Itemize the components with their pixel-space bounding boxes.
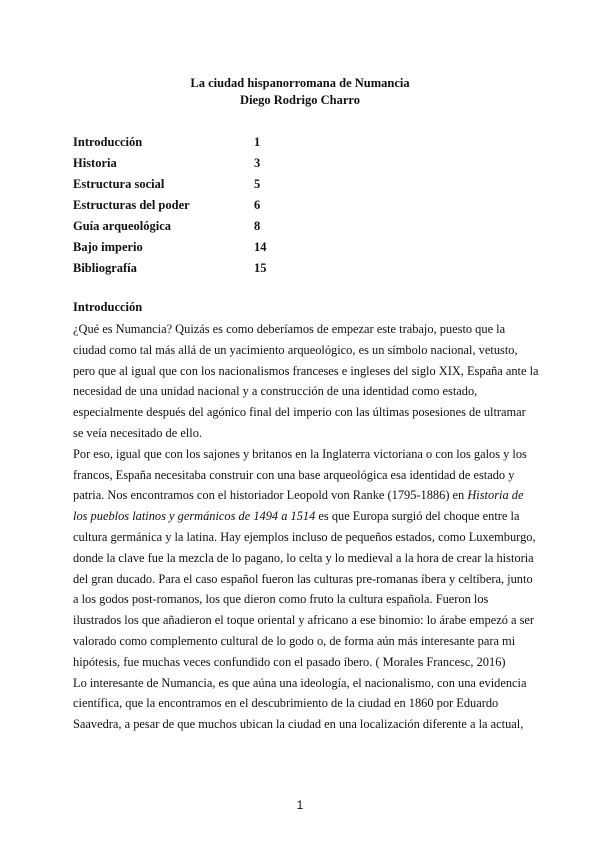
body-text bbox=[73, 319, 539, 735]
toc-page: 6 bbox=[254, 198, 261, 212]
toc-page: 15 bbox=[254, 261, 267, 275]
toc-label: Bajo imperio bbox=[73, 240, 143, 254]
toc-page: 3 bbox=[254, 156, 261, 170]
text-line bbox=[73, 488, 523, 502]
toc-entry bbox=[73, 219, 373, 240]
text-line bbox=[73, 509, 519, 523]
text-line: valorado como complemento cultural de lo godo o, de forma aún más interesante para mi bbox=[73, 633, 516, 648]
toc-label: Estructura social bbox=[73, 177, 165, 191]
table-of-contents bbox=[73, 135, 373, 282]
toc-entry bbox=[73, 177, 373, 198]
text-line: donde la clave fue la mezcla de lo pagano, lo celta y lo medieval a la hora de crear la historia bbox=[73, 550, 534, 565]
section-heading: Introducción bbox=[73, 300, 143, 314]
book-title-italic: Historia de bbox=[467, 488, 524, 503]
title-block bbox=[0, 75, 600, 109]
text-line: cultura germánica y la latina. Hay ejemplos incluso de pequeños estados, como Luxemburgo, bbox=[73, 529, 536, 544]
toc-page: 5 bbox=[254, 177, 261, 191]
text-line: se veía necesitado de ello. bbox=[73, 425, 203, 440]
text-line: ilustrados los que añadieron el toque oriental y africano a ese binomio: lo árabe empezó a ser bbox=[73, 613, 535, 628]
toc-label: Estructuras del poder bbox=[73, 198, 190, 212]
toc-label: Bibliografía bbox=[73, 261, 137, 275]
document-title: La ciudad hispanorromana de Numancia bbox=[190, 76, 410, 90]
text-line: especialmente después del agónico final del imperio con las últimas posesiones de ultramar bbox=[73, 405, 526, 420]
text-line: Por eso, igual que con los sajones y britanos en la Inglaterra victoriana o con los galos y los bbox=[73, 446, 527, 461]
text-line: hipótesis, fue muchas veces confundido con el pasado íbero. ( Morales Francesc, 2016) bbox=[73, 654, 506, 669]
paragraph bbox=[73, 673, 533, 735]
toc-label: Historia bbox=[73, 156, 117, 170]
text-run: es que Europa surgió del choque entre la bbox=[315, 509, 520, 524]
book-title-italic: los pueblos latinos y germánicos de 1494 a 1514 bbox=[73, 509, 316, 524]
toc-label: Guía arqueológica bbox=[73, 219, 172, 233]
text-line: francos, España necesitaba construir con una base arqueológica esa identidad de estado y bbox=[73, 467, 515, 482]
paragraph bbox=[73, 319, 539, 444]
page-number: 1 bbox=[296, 798, 304, 812]
toc-entry bbox=[73, 156, 373, 177]
document-author: Diego Rodrigo Charro bbox=[240, 93, 360, 107]
toc-entry bbox=[73, 198, 373, 219]
text-line: ciudad como tal más allá de un yacimiento arqueológico, es un símbolo nacional, vetusto, bbox=[73, 342, 518, 357]
text-run: patria. Nos encontramos con el historiador Leopold von Ranke (1795-1886) en bbox=[73, 488, 468, 503]
text-line: ¿Qué es Numancia? Quizás es como deberíamos de empezar este trabajo, puesto que la bbox=[73, 322, 506, 336]
text-line: Lo interesante de Numancia, es que aúna una ideología, el nacionalismo, con una evidencia bbox=[73, 675, 527, 690]
toc-label: Introducción bbox=[73, 135, 143, 149]
toc-page: 1 bbox=[254, 135, 261, 149]
text-line: necesidad de una unidad nacional y a construcción de una identidad como estado, bbox=[73, 384, 478, 399]
toc-entry bbox=[73, 135, 373, 156]
toc-page: 8 bbox=[254, 219, 261, 233]
toc-entry bbox=[73, 240, 373, 261]
paragraph bbox=[73, 444, 536, 673]
text-line: pero que al igual que con los nacionalismos franceses e ingleses del siglo XIX, España ante la bbox=[73, 363, 539, 378]
text-line: científica, que la encontramos en el descubrimiento de la ciudad en 1860 por Eduardo bbox=[73, 696, 499, 711]
text-line: del gran ducado. Para el caso español fueron las culturas pre-romanas íbera y celtíbera, junto bbox=[73, 571, 533, 586]
toc-page: 14 bbox=[254, 240, 267, 254]
text-line: a los godos post-romanos, los que dieron como fruto la cultura española. Fueron los bbox=[73, 592, 489, 607]
text-line: Saavedra, a pesar de que muchos ubican la ciudad en una localización diferente a la actual, bbox=[73, 717, 524, 732]
toc-entry bbox=[73, 261, 373, 282]
